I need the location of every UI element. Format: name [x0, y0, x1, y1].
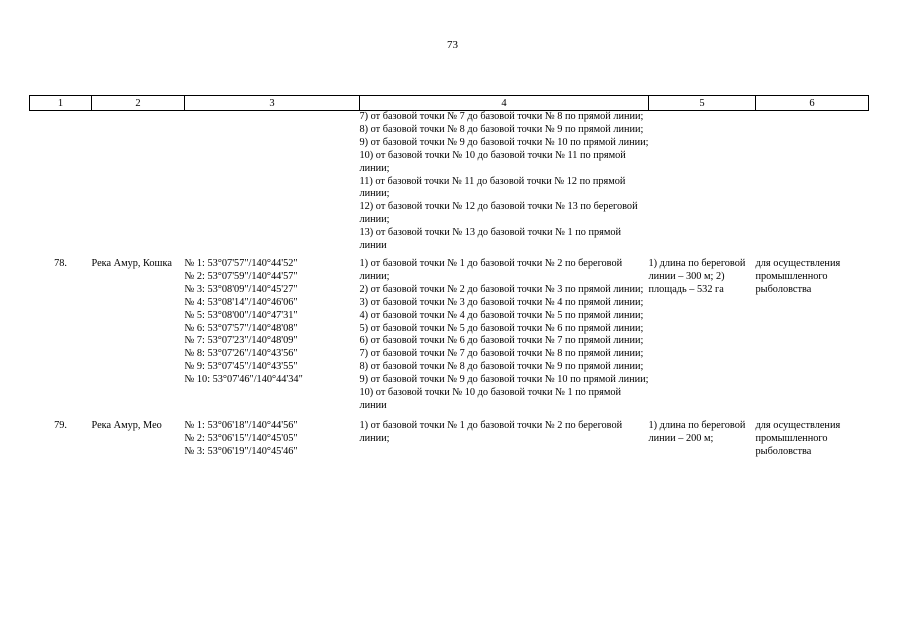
coordinate-line: № 1: 53°06'18"/140°44'56" [184, 419, 298, 431]
base-point-coordinates [185, 258, 360, 420]
entry-name: Река Амур, Кошка [91, 257, 172, 269]
route-line: 7) от базовой точки № 7 до базовой точки № 8 по прямой линии; [359, 348, 644, 360]
route-line: 2) от базовой точки № 2 до базовой точки № 3 по прямой линии; [359, 283, 644, 295]
table-row [30, 258, 869, 420]
coordinate-line: № 7: 53°07'23"/140°48'09" [184, 335, 298, 347]
route-line: 12) от базовой точки № 12 до базовой точки № 13 по береговой линии; [359, 201, 638, 226]
coordinate-line: № 6: 53°07'57"/140°48'08" [184, 322, 298, 334]
coordinate-line: № 10: 53°07'46"/140°44'34" [184, 374, 303, 386]
route-line: 6) от базовой точки № 6 до базовой точки № 7 по прямой линии; [359, 335, 644, 347]
continuation-row [30, 111, 869, 258]
route-line: 13) от базовой точки № 13 до базовой точки № 1 по прямой линии [359, 227, 622, 252]
table-row [30, 420, 869, 466]
boundary-routes [360, 258, 649, 420]
column-header-2: 2 [92, 96, 185, 111]
boundary-routes [360, 420, 649, 466]
coordinate-line: № 2: 53°07'59"/140°44'57" [184, 270, 298, 282]
column-header-3: 3 [185, 96, 360, 111]
column-header-6: 6 [756, 96, 869, 111]
area-size: 1) длина по береговой линии – 300 м; 2) площадь – 532 га [648, 257, 746, 295]
route-line: 3) от базовой точки № 3 до базовой точки № 4 по прямой линии; [359, 296, 644, 308]
coordinate-line: № 5: 53°08'00"/140°47'31" [184, 309, 298, 321]
page-number: 73 [447, 39, 458, 51]
fishing-areas-table [29, 95, 869, 466]
coordinate-line: № 1: 53°07'57"/140°44'52" [184, 257, 298, 269]
route-line: 7) от базовой точки № 7 до базовой точки № 8 по прямой линии; [359, 111, 644, 122]
coordinate-line: № 3: 53°08'09"/140°45'27" [184, 283, 298, 295]
entry-number: 79. [54, 419, 67, 431]
route-line: 8) от базовой точки № 8 до базовой точки № 9 по прямой линии; [359, 123, 644, 135]
route-line: 5) от базовой точки № 5 до базовой точки № 6 по прямой линии; [359, 322, 644, 334]
coordinate-line: № 2: 53°06'15"/140°45'05" [184, 432, 298, 444]
route-line: 11) от базовой точки № 11 до базовой точки № 12 по прямой линии; [359, 175, 626, 200]
route-line: 10) от базовой точки № 10 до базовой точки № 1 по прямой линии [359, 387, 622, 411]
column-header-5: 5 [649, 96, 756, 111]
coordinate-line: № 9: 53°07'45"/140°43'55" [184, 361, 298, 373]
route-line: 10) от базовой точки № 10 до базовой точки № 11 по прямой линии; [359, 149, 626, 174]
continuation-routes [360, 111, 649, 258]
column-header-4: 4 [360, 96, 649, 111]
coordinate-line: № 8: 53°07'26"/140°43'56" [184, 348, 298, 360]
base-point-coordinates [185, 420, 360, 466]
route-line: 4) от базовой точки № 4 до базовой точки № 5 по прямой линии; [359, 309, 644, 321]
area-size: 1) длина по береговой линии – 200 м; [648, 419, 746, 444]
route-line: 1) от базовой точки № 1 до базовой точки № 2 по береговой линии; [359, 257, 623, 282]
area-purpose: для осуществления промышленного рыболовства [755, 257, 841, 295]
column-header-1: 1 [30, 96, 92, 111]
entry-name: Река Амур, Мео [91, 419, 162, 431]
route-line: 9) от базовой точки № 9 до базовой точки № 10 по прямой линии; [359, 136, 649, 148]
coordinate-line: № 3: 53°06'19"/140°45'46" [184, 445, 298, 457]
column-number-header [30, 96, 869, 111]
coordinate-line: № 4: 53°08'14"/140°46'06" [184, 296, 298, 308]
route-line: 8) от базовой точки № 8 до базовой точки № 9 по прямой линии; [359, 361, 644, 373]
route-line: 9) от базовой точки № 9 до базовой точки № 10 по прямой линии; [359, 374, 649, 386]
area-purpose: для осуществления промышленного рыболовства [755, 419, 841, 457]
entry-number: 78. [54, 257, 67, 269]
route-line: 1) от базовой точки № 1 до базовой точки № 2 по береговой линии; [359, 419, 623, 444]
